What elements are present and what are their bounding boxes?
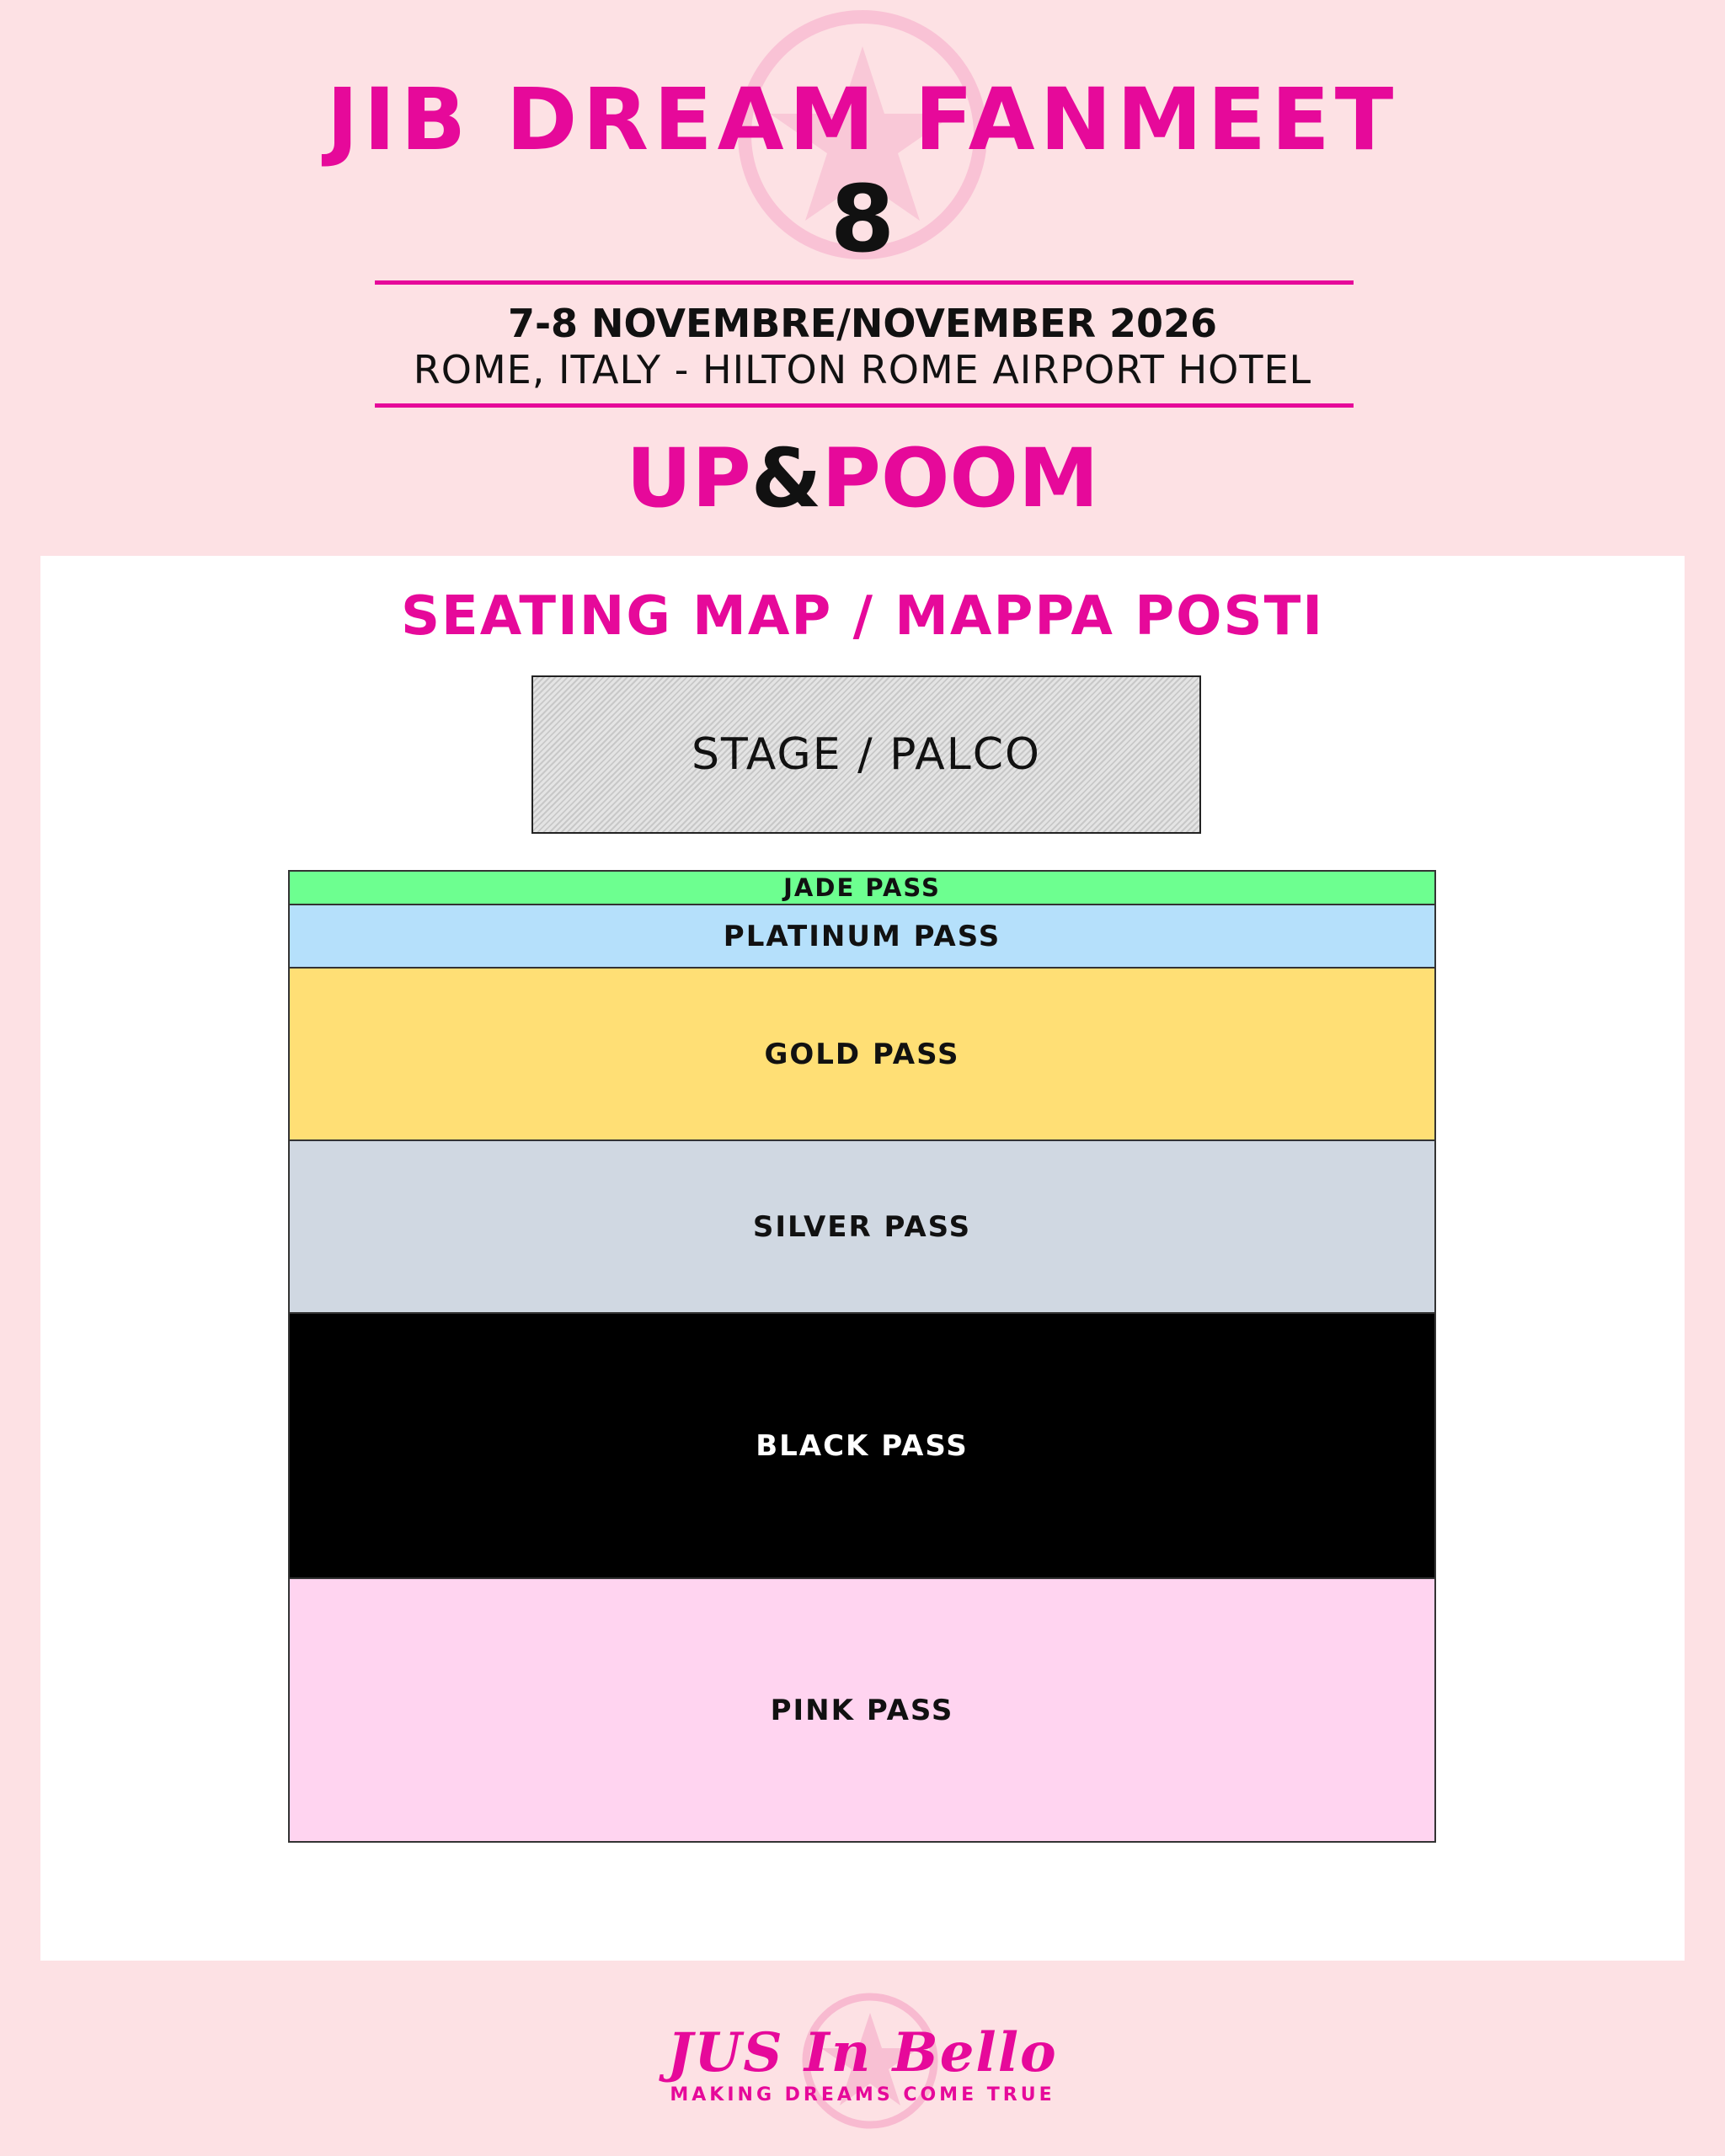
zone-label: JADE PASS <box>783 873 941 902</box>
seating-map-panel <box>40 556 1685 1961</box>
event-dates: 7-8 NOVEMBRE/NOVEMBER 2026 <box>507 301 1218 346</box>
event-location: ROME, ITALY - HILTON ROME AIRPORT HOTEL <box>413 347 1312 392</box>
artist-logo <box>0 431 1725 526</box>
zone-pink[interactable] <box>288 1579 1436 1843</box>
zone-label: GOLD PASS <box>764 1037 960 1071</box>
divider-top <box>375 280 1354 285</box>
zone-label: PLATINUM PASS <box>723 919 1001 953</box>
zone-label: BLACK PASS <box>756 1428 969 1463</box>
zone-label: SILVER PASS <box>752 1209 972 1244</box>
artist-name-part1: UP <box>626 431 751 526</box>
zone-jade[interactable] <box>288 870 1436 905</box>
stage-label: STAGE / PALCO <box>692 729 1041 780</box>
zone-silver[interactable] <box>288 1141 1436 1314</box>
artist-ampersand: & <box>750 431 822 526</box>
divider-bottom <box>375 403 1354 408</box>
zone-black[interactable] <box>288 1314 1436 1579</box>
zone-gold[interactable] <box>288 969 1436 1141</box>
seating-zones <box>288 870 1436 1843</box>
map-title: SEATING MAP / MAPPA POSTI <box>400 585 1325 648</box>
artist-name-part2: POOM <box>821 431 1099 526</box>
event-edition: 8 <box>830 165 895 273</box>
stage-area <box>531 675 1201 834</box>
footer-brand: JUS In Bello <box>667 2021 1058 2084</box>
zone-platinum[interactable] <box>288 905 1436 969</box>
event-title: JIB DREAM FANMEET <box>326 70 1399 170</box>
footer-tagline: MAKING DREAMS COME TRUE <box>670 2084 1055 2105</box>
zone-label: PINK PASS <box>770 1693 954 1727</box>
